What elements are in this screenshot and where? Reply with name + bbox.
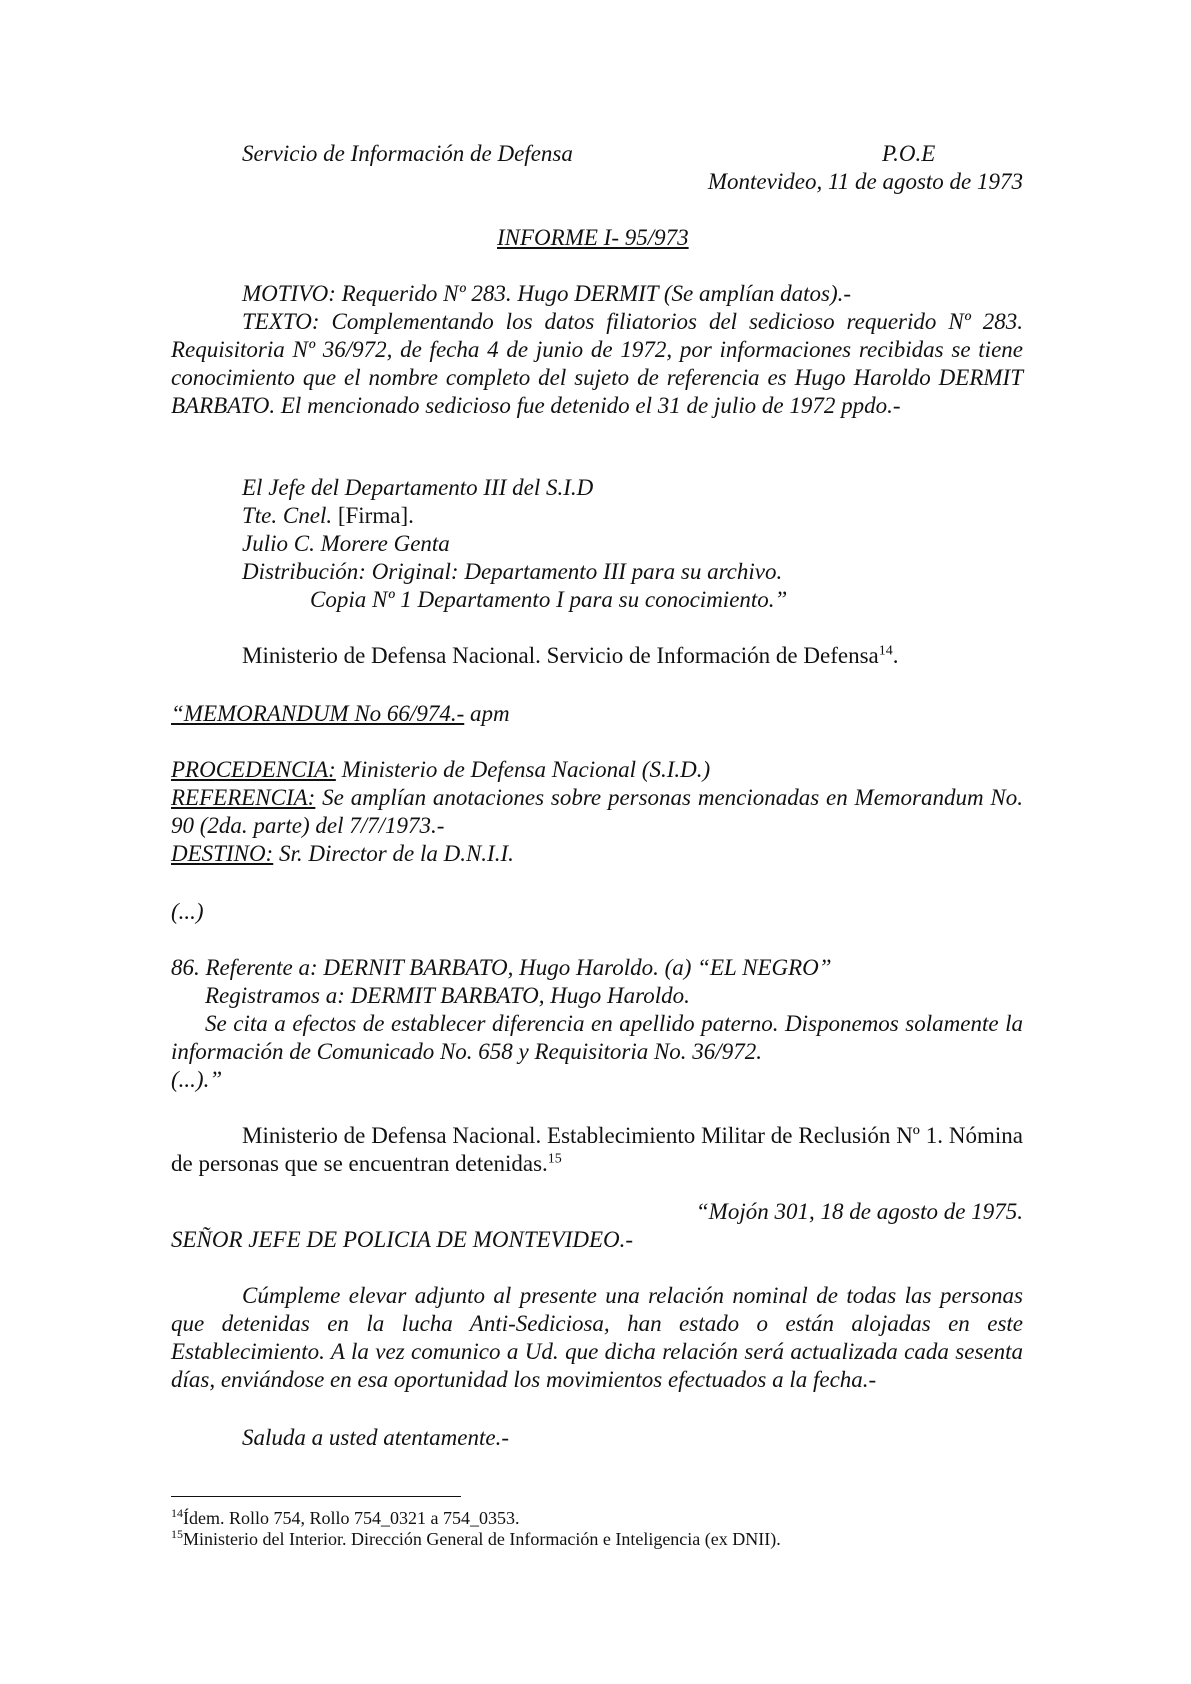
source-1-text: Ministerio de Defensa Nacional. Servicio de Información de Defensa (242, 643, 879, 668)
signature-mark: [Firma]. (337, 503, 414, 528)
procedencia-value: Ministerio de Defensa Nacional (S.I.D.) (335, 757, 711, 782)
distribution-line: Distribución: Original: Departamento III para su archivo. (242, 559, 783, 584)
referencia-value: Se amplían anotaciones sobre personas mencionadas en Memorandum No. 90 (2da. parte) del 7/7/1973.- (171, 785, 1023, 838)
source-2-text: Ministerio de Defensa Nacional. Establecimiento Militar de Reclusión Nº 1. Nómina de personas que se encuentran detenidas. (171, 1123, 1023, 1176)
motivo-line: MOTIVO: Requerido Nº 283. Hugo DERMIT (Se amplían datos).- (242, 281, 852, 306)
signature-line-1: El Jefe del Departamento III del S.I.D (242, 475, 594, 500)
memo-ellipsis: (...) (171, 899, 204, 924)
footnote-14 (171, 1507, 520, 1529)
header-poe: P.O.E (882, 141, 936, 166)
referencia-paragraph (171, 784, 1023, 840)
signature-rank: Tte. Cnel. (242, 503, 333, 528)
memo-closing: (...).” (171, 1067, 223, 1092)
texto-paragraph: TEXTO: Complementando los datos filiatorios del sedicioso requerido Nº 283. Requisitoria Nº 36/972, de fecha 4 de junio de 1972, por informaciones recibidas se tiene conocimiento que el nombre completo del sujeto de referencia es Hugo Haroldo DERMIT BARBATO. El mencionado sedicioso fue detenido el 31 de julio de 1972 ppdo.- (171, 309, 1023, 418)
footnote-14-text: Ídem. Rollo 754, Rollo 754_0321 a 754_0353. (183, 1508, 520, 1528)
letter-date: “Mojón 301, 18 de agosto de 1975. (695, 1199, 1023, 1224)
footnote-ref-15: 15 (547, 1151, 562, 1167)
letter-body: Cúmpleme elevar adjunto al presente una relación nominal de todas las personas que detenidas en la lucha Anti-Sediciosa, han estado o están alojadas en este Establecimiento. A la vez comunico a Ud. que dicha relación será actualizada cada sesenta días, enviándose en esa oportunidad los movimientos efectuados a la fecha.- (171, 1283, 1023, 1392)
source-1-end: . (892, 643, 899, 668)
se-cita-paragraph: Se cita a efectos de establecer diferencia en apellido paterno. Disponemos solamente la información de Comunicado No. 658 y Requisitoria No. 36/972. (171, 1011, 1023, 1064)
source-2 (171, 1122, 1023, 1178)
letter-recipient: SEÑOR JEFE DE POLICIA DE MONTEVIDEO.- (171, 1227, 634, 1252)
item-86: 86. Referente a: DERNIT BARBATO, Hugo Haroldo. (a) “EL NEGRO” (171, 955, 832, 980)
letter-salute: Saluda a usted atentamente.- (242, 1425, 510, 1450)
registramos-line: Registramos a: DERMIT BARBATO, Hugo Haroldo. (205, 983, 690, 1008)
signature-line-2 (242, 502, 414, 530)
header-org: Servicio de Información de Defensa (242, 141, 573, 166)
footnote-15 (171, 1528, 781, 1550)
procedencia-label: PROCEDENCIA: (171, 757, 336, 782)
footnote-14-number: 14 (171, 1506, 183, 1520)
footnote-ref-14: 14 (878, 643, 893, 659)
memo-title: “MEMORANDUM No 66/974.- (171, 701, 465, 726)
destino-line (171, 840, 514, 868)
referencia-label: REFERENCIA: (171, 785, 316, 810)
report-title: INFORME I- 95/973 (497, 225, 689, 250)
procedencia-line (171, 756, 710, 784)
memo-title-suffix: apm (464, 701, 510, 726)
footnote-divider (171, 1496, 461, 1497)
footnote-15-number: 15 (171, 1527, 183, 1541)
destino-label: DESTINO: (171, 841, 274, 866)
signature-name: Julio C. Morere Genta (242, 531, 450, 556)
footnote-15-text: Ministerio del Interior. Dirección General de Información e Inteligencia (ex DNII). (183, 1529, 781, 1549)
copy-line: Copia Nº 1 Departamento I para su conocimiento.” (310, 587, 788, 612)
memo-title-line (171, 700, 510, 728)
destino-value: Sr. Director de la D.N.I.I. (273, 841, 514, 866)
header-date: Montevideo, 11 de agosto de 1973 (707, 169, 1023, 194)
source-1 (242, 642, 898, 670)
